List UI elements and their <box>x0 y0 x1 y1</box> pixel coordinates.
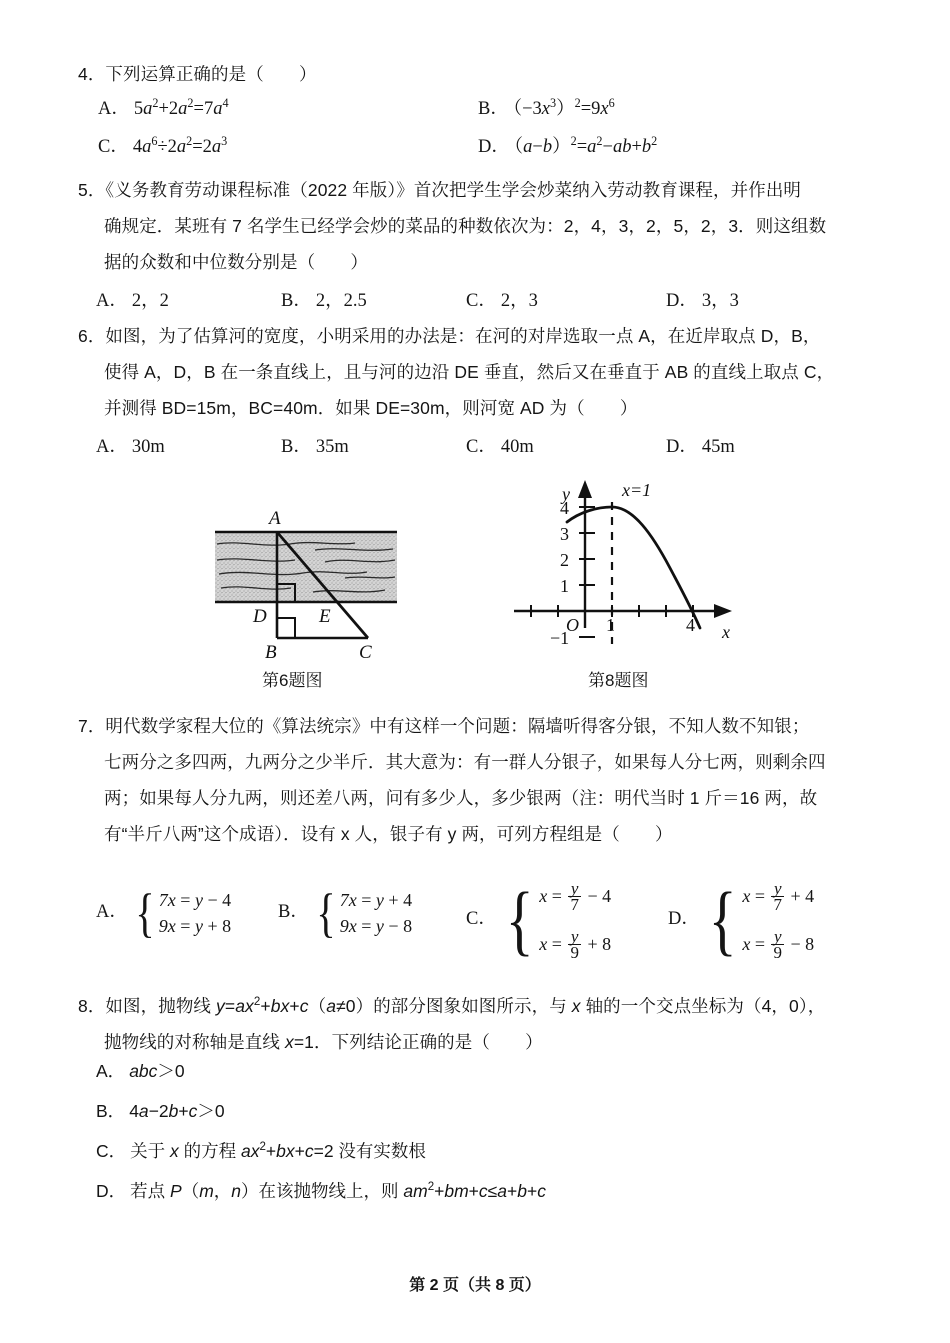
question-5-option-c[interactable] <box>466 286 538 316</box>
figure-parabola-graph <box>500 468 750 648</box>
denominator: 9 <box>570 942 579 962</box>
fraction-y-over-7 <box>568 878 581 914</box>
option-b-text: 2，2.5 <box>315 291 367 311</box>
river-label-C: C <box>359 642 372 660</box>
right-angle-marker-B <box>277 618 295 638</box>
option-b-text: $(-3x^3)^2=9x^6$ <box>512 95 615 119</box>
question-5-option-d[interactable] <box>666 286 739 316</box>
question-7-option-d[interactable] <box>668 872 814 968</box>
option-a-label: A． <box>96 902 128 923</box>
equation-1: 7x = y + 4 <box>339 890 413 910</box>
question-6-option-b[interactable] <box>281 432 349 462</box>
figure-parabola-caption: 第8题图 <box>588 671 649 690</box>
option-b-label: B． <box>96 1101 126 1121</box>
figure-river-caption: 第6题图 <box>262 671 323 690</box>
question-8-stem-line-1: 8．如图，抛物线 $y=ax^2+bx+c(a\ne 0)$的部分图象如图所示，与 x 轴的一个交点坐标为（4，0）， <box>78 996 826 1016</box>
question-5-option-b[interactable] <box>281 286 367 316</box>
y-axis-arrow <box>578 480 592 498</box>
question-7-option-c[interactable] <box>466 872 611 968</box>
numerator: y <box>773 878 782 898</box>
equation-2: 9x = y + 8 <box>158 916 232 936</box>
river-label-A: A <box>269 508 281 529</box>
y-tick-label-4: 4 <box>560 498 569 518</box>
y-axis-label: y <box>562 484 570 504</box>
river-label-E: E <box>319 606 331 627</box>
option-c-text: 2，3 <box>500 291 538 311</box>
system-rows <box>340 887 412 939</box>
option-d-label: D． <box>668 909 700 930</box>
option-b-system <box>313 883 413 943</box>
question-6-option-c[interactable] <box>466 432 534 462</box>
question-7-option-b[interactable] <box>278 883 413 943</box>
option-d-text: 若点 P（m，n）在该抛物线上，则 $am^2+bm+c\le a+b+c$ <box>130 1181 546 1201</box>
question-8 <box>78 988 878 1060</box>
fraction-y-over-7 <box>771 878 784 914</box>
river-diagram-svg <box>195 470 425 660</box>
question-8-option-c[interactable] <box>96 1136 426 1166</box>
option-b-label: B． <box>281 291 312 311</box>
question-8-options <box>78 1056 888 1216</box>
x-tick-label-4: 4 <box>686 615 695 635</box>
equation-2: 9x = y − 8 <box>339 916 413 936</box>
system-rows <box>159 887 231 939</box>
fraction-y-over-9 <box>568 926 581 962</box>
question-5-stem-line-2: 确规定．某班有 7 名学生已经学会炒的菜品的种数依次为：2，4，3，2，5，2，3．则这组数 <box>104 216 827 236</box>
parabola-graph-svg <box>500 468 750 648</box>
denominator: 7 <box>570 894 579 914</box>
question-7-stem-line-4: 有“半斤八两”这个成语）．设有 x 人，银子有 y 两，可列方程组是（ ） <box>104 824 673 844</box>
axis-of-symmetry-label: x=1 <box>622 480 652 500</box>
question-7 <box>78 708 878 852</box>
equation-1: x = $\frac{y}{7}$ + 4 <box>742 878 815 914</box>
option-b-label: B． <box>278 902 309 923</box>
left-brace: { <box>505 876 534 963</box>
denominator: 7 <box>773 894 782 914</box>
question-7-option-a[interactable] <box>96 883 232 943</box>
option-a-text: 30m <box>131 437 165 457</box>
option-c-label: C． <box>96 1141 127 1161</box>
question-4-option-a[interactable] <box>98 94 229 124</box>
question-4-option-b[interactable] <box>478 94 615 124</box>
option-b-text: 35m <box>315 437 349 457</box>
fraction-y-over-9 <box>771 926 784 962</box>
option-c-system <box>501 872 611 968</box>
equation-2: x = $\frac{y}{9}$ + 8 <box>539 926 612 962</box>
question-5-options <box>78 286 888 316</box>
option-a-label: A． <box>96 291 128 311</box>
option-a-text: abc＞0 <box>129 1061 185 1081</box>
page-footer: 第 2 页（共 8 页） <box>409 1277 541 1294</box>
left-brace: { <box>708 876 737 963</box>
x-axis-arrow <box>714 604 732 618</box>
option-a-text: $5a^2+2a^2=7a^4$ <box>133 95 229 119</box>
question-6-option-d[interactable] <box>666 432 735 462</box>
figure-river-diagram <box>195 470 425 660</box>
option-c-text: 40m <box>500 437 534 457</box>
option-a-label: A． <box>98 99 130 119</box>
question-5-stem-line-1: 5．《义务教育劳动课程标准（2022 年版）》首次把学生学会炒菜纳入劳动教育课程，并作出明 <box>78 180 802 200</box>
question-7-stem-line-3: 两；如果每人分九两，则还差八两，问有多少人，多少银两（注：明代当时 1 斤＝16 两，故 <box>104 788 818 808</box>
left-brace: { <box>316 883 336 943</box>
option-a-label: A． <box>96 1061 126 1081</box>
question-4-option-c[interactable] <box>98 132 227 162</box>
origin-label: O <box>566 615 579 635</box>
y-tick-label-3: 3 <box>560 524 569 544</box>
option-c-label: C． <box>98 137 129 157</box>
x-axis-label: x <box>722 622 730 642</box>
question-7-stem-line-2: 七两分之多四两，九两分之少半斤．其大意为：有一群人分银子，如果每人分七两，则剩余四 <box>104 752 826 772</box>
option-c-text: $4a^6\div 2a^2=2a^3$ <box>132 133 228 157</box>
equation-2: x = $\frac{y}{9}$ − 8 <box>742 926 815 962</box>
question-8-stem-line-2: 抛物线的对称轴是直线 x=1．下列结论正确的是（ ） <box>104 1032 543 1052</box>
question-7-options <box>78 872 888 982</box>
question-8-option-b[interactable] <box>96 1096 225 1126</box>
equation-1: x = $\frac{y}{7}$ − 4 <box>539 878 612 914</box>
option-a-text: 2，2 <box>131 291 169 311</box>
numerator: y <box>773 926 782 946</box>
option-d-label: D． <box>96 1181 127 1201</box>
option-a-system <box>132 883 232 943</box>
equation-1: 7x = y − 4 <box>158 890 232 910</box>
option-b-text: 4a−2b+c＞0 <box>129 1101 225 1121</box>
question-6-stem-line-3: 并测得 BD=15m，BC=40m．如果 DE=30m，则河宽 AD 为（ ） <box>104 398 638 418</box>
option-b-label: B． <box>478 99 509 119</box>
numerator: y <box>570 878 579 898</box>
question-6-options <box>78 432 888 462</box>
question-6 <box>78 318 878 426</box>
x-tick-label-1: 1 <box>606 615 615 635</box>
question-8-option-d[interactable] <box>96 1176 546 1206</box>
river-label-D: D <box>253 606 267 627</box>
option-c-label: C． <box>466 437 497 457</box>
question-7-stem-line-1: 7．明代数学家程大位的《算法统宗》中有这样一个问题：隔墙听得客分银，不知人数不知银； <box>78 716 810 736</box>
option-c-label: C． <box>466 909 497 930</box>
option-b-label: B． <box>281 437 312 457</box>
question-4-option-d[interactable] <box>478 132 657 162</box>
option-d-text: 3，3 <box>701 291 739 311</box>
option-d-system <box>704 872 814 968</box>
system-rows <box>742 872 814 968</box>
question-6-stem-line-1: 6．如图，为了估算河的宽度，小明采用的办法是：在河的对岸选取一点 A，在近岸取点 D，B， <box>78 326 821 346</box>
option-d-text: 45m <box>701 437 735 457</box>
question-4-options <box>78 94 888 168</box>
question-5-stem-line-3: 据的众数和中位数分别是（ ） <box>104 252 368 272</box>
left-brace: { <box>135 883 155 943</box>
system-rows <box>539 872 611 968</box>
option-d-label: D． <box>666 291 698 311</box>
option-d-label: D． <box>666 437 698 457</box>
option-c-label: C． <box>466 291 497 311</box>
question-6-stem-line-2: 使得 A，D，B 在一条直线上，且与河的边沿 DE 垂直，然后又在垂直于 AB 的直线上取点 C， <box>104 362 835 382</box>
y-axis-ticks <box>579 507 595 637</box>
y-tick-label-minus-1: −1 <box>550 628 570 648</box>
option-d-text: $(a-b)^2=a^2-ab+b^2$ <box>513 133 658 157</box>
question-8-option-a[interactable] <box>96 1056 185 1086</box>
option-c-text: 关于 x 的方程 $ax^2+bx+c=2$ 没有实数根 <box>130 1141 426 1161</box>
option-a-label: A． <box>96 437 128 457</box>
y-tick-label-1: 1 <box>560 576 569 596</box>
option-d-label: D． <box>478 137 510 157</box>
denominator: 9 <box>773 942 782 962</box>
question-5-option-a[interactable] <box>96 286 169 316</box>
question-6-option-a[interactable] <box>96 432 165 462</box>
numerator: y <box>570 926 579 946</box>
y-tick-label-2: 2 <box>560 550 569 570</box>
question-4 <box>78 56 878 92</box>
question-4-stem-line-1: 4．下列运算正确的是（ ） <box>78 64 317 84</box>
question-5 <box>78 172 878 280</box>
river-label-B: B <box>265 642 277 660</box>
